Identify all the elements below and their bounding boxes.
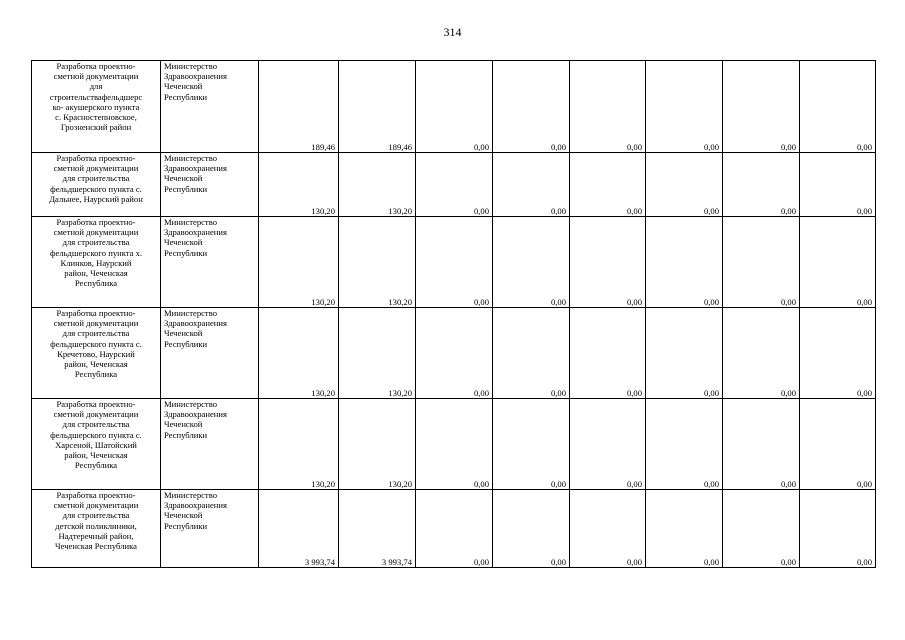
value-cell: 0,00 xyxy=(800,61,876,153)
value-cell: 0,00 xyxy=(416,308,493,399)
value-cell: 0,00 xyxy=(800,490,876,568)
value-cell: 0,00 xyxy=(493,61,570,153)
total-value-cell: 130,20 xyxy=(259,399,339,490)
organization-cell: Министерство Здравоохранения Чеченской Республики xyxy=(161,490,259,568)
value-cell: 0,00 xyxy=(493,153,570,217)
value-cell: 0,00 xyxy=(646,217,723,308)
project-name-cell: Разработка проектно- сметной документации для строительства фельдшерского пункта с. Харсеной, Шатойский район, Чеченская Республика xyxy=(32,399,161,490)
value-cell: 0,00 xyxy=(800,308,876,399)
value-cell: 0,00 xyxy=(800,399,876,490)
organization-cell: Министерство Здравоохранения Чеченской Республики xyxy=(161,399,259,490)
value-cell: 0,00 xyxy=(646,61,723,153)
value-cell: 0,00 xyxy=(493,217,570,308)
value-cell: 0,00 xyxy=(723,399,800,490)
value-cell: 0,00 xyxy=(800,217,876,308)
value-cell: 0,00 xyxy=(416,153,493,217)
value-cell: 0,00 xyxy=(570,308,646,399)
value-cell: 0,00 xyxy=(646,308,723,399)
value-cell: 0,00 xyxy=(723,153,800,217)
value-cell: 130,20 xyxy=(339,399,416,490)
organization-cell: Министерство Здравоохранения Чеченской Республики xyxy=(161,217,259,308)
project-name-cell: Разработка проектно- сметной документации для строительства детской поликлиники, Надтеречный район, Чеченская Республика xyxy=(32,490,161,568)
value-cell: 0,00 xyxy=(570,490,646,568)
value-cell: 0,00 xyxy=(493,308,570,399)
organization-cell: Министерство Здравоохранения Чеченской Республики xyxy=(161,61,259,153)
value-cell: 0,00 xyxy=(570,153,646,217)
value-cell: 0,00 xyxy=(723,308,800,399)
value-cell: 0,00 xyxy=(800,153,876,217)
project-name-cell: Разработка проектно- сметной документации для строительства фельдшерского пункта с. Дальнее, Наурский район xyxy=(32,153,161,217)
value-cell: 0,00 xyxy=(646,490,723,568)
value-cell: 189,46 xyxy=(339,61,416,153)
value-cell: 0,00 xyxy=(416,490,493,568)
total-value-cell: 189,46 xyxy=(259,61,339,153)
page-number: 314 xyxy=(443,25,462,39)
total-value-cell: 3 993,74 xyxy=(259,490,339,568)
table-row xyxy=(32,490,876,568)
value-cell: 0,00 xyxy=(416,61,493,153)
value-cell: 0,00 xyxy=(416,217,493,308)
value-cell: 130,20 xyxy=(339,308,416,399)
table-row xyxy=(32,308,876,399)
organization-cell: Министерство Здравоохранения Чеченской Республики xyxy=(161,308,259,399)
value-cell: 0,00 xyxy=(646,153,723,217)
value-cell: 3 993,74 xyxy=(339,490,416,568)
table-row xyxy=(32,217,876,308)
value-cell: 0,00 xyxy=(570,61,646,153)
value-cell: 0,00 xyxy=(570,217,646,308)
total-value-cell: 130,20 xyxy=(259,153,339,217)
value-cell: 0,00 xyxy=(416,399,493,490)
value-cell: 130,20 xyxy=(339,153,416,217)
value-cell: 0,00 xyxy=(570,399,646,490)
value-cell: 0,00 xyxy=(723,490,800,568)
value-cell: 0,00 xyxy=(493,490,570,568)
value-cell: 0,00 xyxy=(723,61,800,153)
project-name-cell: Разработка проектно- сметной документации для строительства фельдшерского пункта х. Клинков, Наурский район, Чеченская Республика xyxy=(32,217,161,308)
value-cell: 130,20 xyxy=(339,217,416,308)
table-row xyxy=(32,61,876,153)
value-cell: 0,00 xyxy=(646,399,723,490)
organization-cell: Министерство Здравоохранения Чеченской Республики xyxy=(161,153,259,217)
value-cell: 0,00 xyxy=(493,399,570,490)
table-row xyxy=(32,399,876,490)
project-name-cell: Разработка проектно- сметной документации для строительствафельдшерс ко- акушерского пункта с. Красностепновское, Грозненский район xyxy=(32,61,161,153)
project-name-cell: Разработка проектно- сметной документации для строительства фельдшерского пункта с. Кречетово, Наурский район, Чеченская Республика xyxy=(32,308,161,399)
total-value-cell: 130,20 xyxy=(259,308,339,399)
table-row xyxy=(32,153,876,217)
value-cell: 0,00 xyxy=(723,217,800,308)
total-value-cell: 130,20 xyxy=(259,217,339,308)
budget-table xyxy=(31,60,876,568)
